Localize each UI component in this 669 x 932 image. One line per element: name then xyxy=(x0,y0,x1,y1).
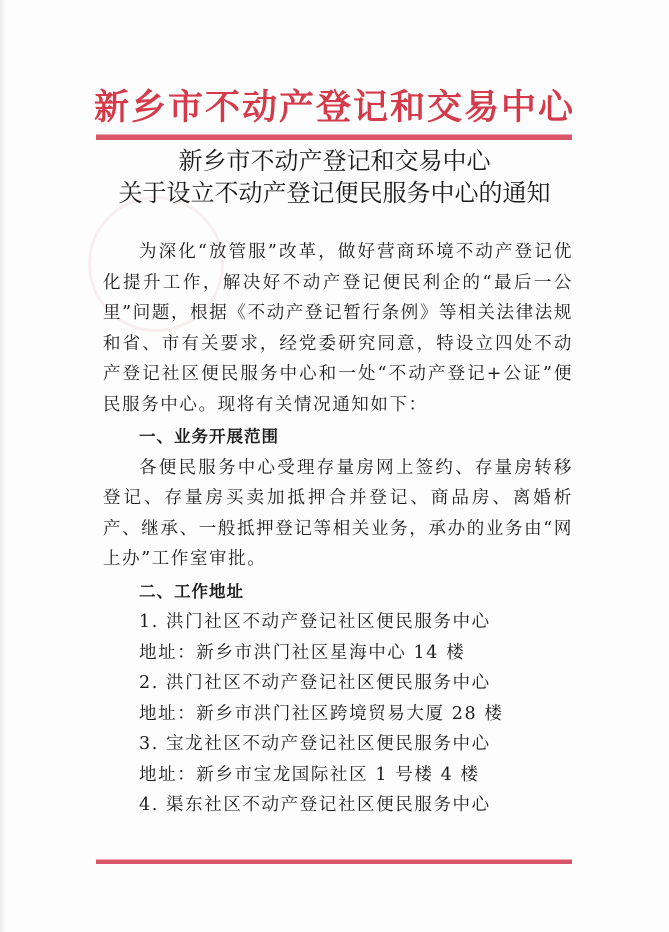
service-center-name: 2. 洪门社区不动产登记社区便民服务中心 xyxy=(139,673,491,693)
intro-paragraph: 为深化“放管服”改革，做好营商环境不动产登记优化提升工作，解决好不动产登记便民利企的“最后一公里”问题，根据《不动产登记暂行条例》等相关法律法规和省、市有关要求，经党委研究同意，特设立四处不动产登记社区便民服务中心和一处“不动产登记+公证”便民服务中心。现将有关情况通知如下： xyxy=(103,242,573,415)
footer-red-rule xyxy=(96,859,572,864)
service-center-address: 地址：新乡市洪门社区跨境贸易大厦 28 楼 xyxy=(139,703,504,724)
notice-body xyxy=(103,237,573,821)
service-center-address: 地址：新乡市洪门社区星海中心 14 楼 xyxy=(139,642,466,663)
letterhead-title: 新乡市不动产登记和交易中心 xyxy=(93,87,575,128)
service-center-name: 4. 渠东社区不动产登记社区便民服务中心 xyxy=(139,795,491,815)
service-center-address: 地址：新乡市宝龙国际社区 1 号楼 4 楼 xyxy=(139,764,480,785)
service-center-name: 3. 宝龙社区不动产登记社区便民服务中心 xyxy=(139,734,491,754)
notice-title-line-1: 新乡市不动产登记和交易中心 xyxy=(178,147,491,175)
service-center-name: 1. 洪门社区不动产登记社区便民服务中心 xyxy=(139,612,491,632)
letterhead-red-rule xyxy=(96,134,572,140)
section-heading-scope: 一、业务开展范围 xyxy=(139,427,279,446)
scope-paragraph: 各便民服务中心受理存量房网上签约、存量房转移登记、存量房买卖加抵押合并登记、商品房、离婚析产、继承、一般抵押登记等相关业务，承办的业务由“网上办”工作室审批。 xyxy=(103,457,573,569)
scan-edge-shadow xyxy=(0,0,6,932)
section-heading-address: 二、工作地址 xyxy=(139,581,244,601)
notice-title-line-2: 关于设立不动产登记便民服务中心的通知 xyxy=(118,179,551,207)
notice-title xyxy=(0,145,669,209)
